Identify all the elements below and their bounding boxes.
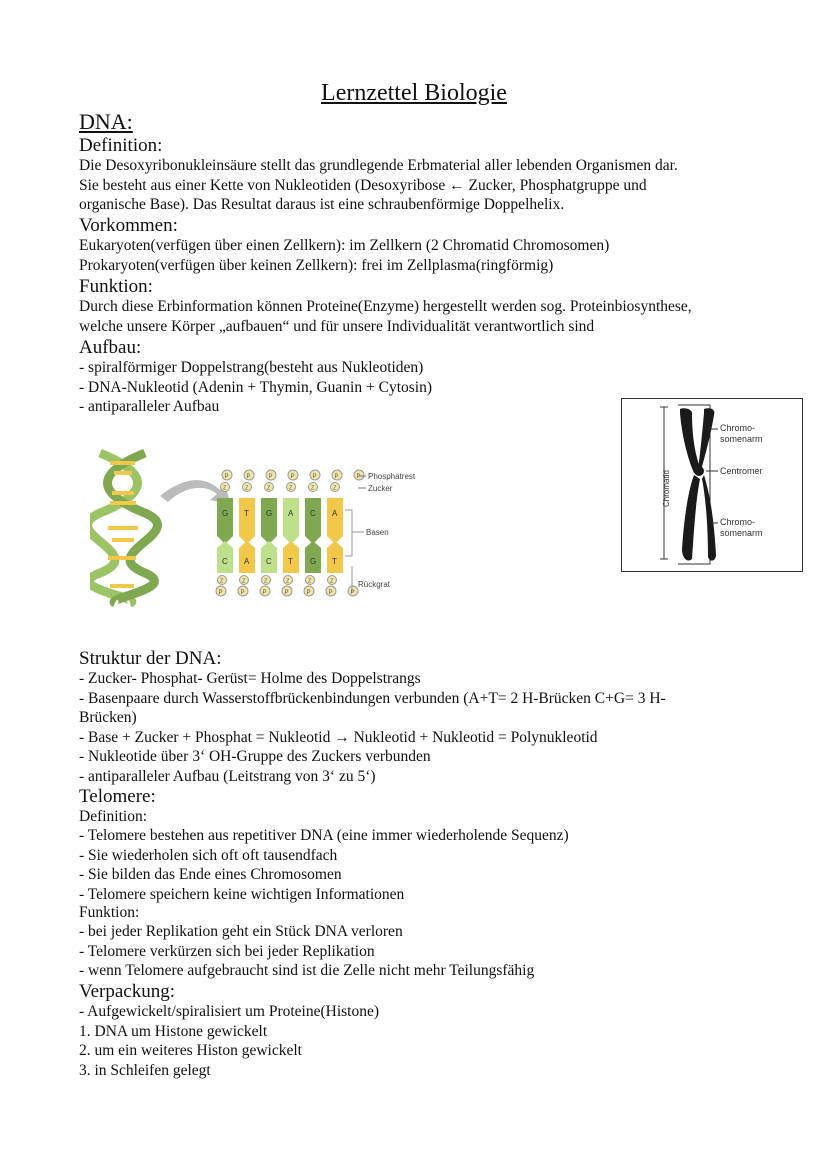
base-letter: T — [332, 557, 337, 566]
sugar-symbol: Z — [308, 578, 312, 585]
double-helix-image — [90, 453, 157, 603]
text-line: - Sie bilden das Ende eines Chromosomen — [79, 866, 342, 883]
dna-vorkommen-heading: Vorkommen: — [79, 215, 178, 236]
bases-row-bottom — [217, 541, 343, 585]
label-zucker: Zucker — [368, 484, 393, 493]
label-basen: Basen — [366, 528, 389, 537]
text-line: - Aufgewickelt/spiralisiert um Proteine(Histone) — [79, 1003, 380, 1020]
sugar-symbol: Z — [267, 485, 271, 492]
dna-heading: DNA: — [79, 109, 133, 134]
phosphate-symbol: P — [356, 474, 361, 480]
telomere-definition-text — [79, 826, 759, 904]
text-line: - Basenpaare durch Wasserstoffbrückenbindungen verbunden (A+T= 2 H-Brücken C+G= 3 H- — [79, 689, 666, 707]
base-letter: C — [222, 557, 228, 566]
text-line: - wenn Telomere aufgebraucht sind ist die Zelle nicht mehr Teilungsfähig — [79, 962, 535, 979]
sugar-symbol: Z — [311, 485, 315, 492]
label-chromatid: Chromatid — [662, 470, 671, 507]
phosphate-symbol: P — [328, 590, 333, 596]
label-arm-bottom-1: Chromo- — [720, 517, 756, 527]
base-block — [261, 498, 277, 544]
text-line: 2. um ein weiteres Histon gewickelt — [79, 1042, 302, 1059]
verpackung-text — [79, 1002, 759, 1080]
base-letter: T — [244, 509, 249, 518]
chromosome-figure — [621, 398, 803, 572]
dna-nucleotide-figure — [90, 448, 430, 608]
sugar-symbol: Z — [223, 485, 227, 492]
sugar-symbol: Z — [220, 578, 224, 585]
label-arm-top-2: somenarm — [720, 434, 763, 444]
phosphate-symbol: P — [312, 474, 317, 480]
struktur-text — [79, 669, 759, 786]
phosphate-symbol: P — [284, 590, 289, 596]
chromosome-diagram — [622, 399, 802, 571]
text-line: - DNA-Nukleotid (Adenin + Thymin, Guanin + Cytosin) — [79, 378, 432, 396]
telomere-definition-heading: Definition: — [79, 808, 148, 825]
phosphate-symbol: P — [290, 474, 295, 480]
label-rueckgrat: Rückgrat — [358, 580, 391, 589]
base-letter: C — [266, 557, 272, 566]
sugar-row-top — [221, 483, 340, 492]
phosphate-symbol: P — [334, 474, 339, 480]
dna-vorkommen-text — [79, 236, 759, 275]
phosphate-symbol: P — [224, 474, 229, 480]
section-dna — [79, 110, 759, 134]
phosphate-symbol: P — [218, 590, 223, 596]
text-line: - Base + Zucker + Phosphat = Nukleotid → Nukleotid + Nukleotid = Polynukleotid — [79, 728, 598, 746]
sugar-symbol: Z — [264, 578, 268, 585]
text-line: - bei jeder Replikation geht ein Stück DNA verloren — [79, 923, 403, 940]
dna-definition-text — [79, 156, 759, 215]
base-letter: A — [332, 509, 338, 518]
text-line: - Sie wiederholen sich oft oft tausendfach — [79, 846, 338, 864]
label-arm-top-1: Chromo- — [720, 423, 756, 433]
telomere-heading: Telomere: — [79, 786, 156, 807]
telomere-funktion-heading: Funktion: — [79, 904, 140, 921]
base-block — [217, 498, 233, 544]
base-block — [305, 498, 321, 544]
dna-definition-heading: Definition: — [79, 135, 163, 156]
dna-funktion-text — [79, 297, 759, 336]
phosphate-symbol: P — [240, 590, 245, 596]
base-letter: A — [244, 557, 250, 566]
text-line: - Telomere bestehen aus repetitiver DNA (eine immer wiederholende Sequenz) — [79, 827, 569, 844]
base-letter: G — [310, 557, 317, 566]
sugar-symbol: Z — [242, 578, 246, 585]
phosphate-symbol: P — [246, 474, 251, 480]
text-line: - antiparalleler Aufbau (Leitstrang von 3‘ zu 5‘) — [79, 767, 376, 785]
text-line: 1. DNA um Histone gewickelt — [79, 1022, 268, 1040]
text-line: 3. in Schleifen gelegt — [79, 1061, 211, 1079]
base-letter: G — [222, 509, 229, 518]
phosphate-row-top — [222, 470, 364, 480]
text-line: welche unsere Körper „aufbauen“ und für unsere Individualität verantwortlich sind — [79, 317, 595, 335]
text-line: organische Base). Das Resultat daraus ist eine schraubenförmige Doppelhelix. — [79, 196, 565, 213]
label-phosphatrest: Phosphatrest — [368, 472, 416, 481]
page-title: Lernzettel Biologie — [321, 80, 507, 106]
dna-funktion-heading: Funktion: — [79, 276, 153, 297]
base-block — [239, 498, 255, 544]
base-letter: G — [266, 509, 273, 518]
phosphate-row-bottom — [216, 586, 358, 596]
text-line: - spiralförmiger Doppelstrang(besteht aus Nukleotiden) — [79, 359, 424, 376]
text-line: Die Desoxyribonukleinsäure stellt das grundlegende Erbmaterial aller lebenden Organismen dar. — [79, 157, 678, 174]
dna-aufbau-heading: Aufbau: — [79, 337, 142, 358]
sugar-symbol: Z — [289, 485, 293, 492]
bases-row-top — [217, 498, 343, 544]
phosphate-symbol: P — [306, 590, 311, 596]
text-line: Eukaryoten(verfügen über einen Zellkern): im Zellkern (2 Chromatid Chromosomen) — [79, 237, 610, 254]
text-line: Brücken) — [79, 709, 137, 726]
struktur-heading: Struktur der DNA: — [79, 648, 222, 669]
chromosome-shape — [680, 408, 716, 560]
text-line: - antiparalleler Aufbau — [79, 398, 220, 415]
base-letter: C — [310, 509, 316, 518]
text-line: - Zucker- Phosphat- Gerüst= Holme des Doppelstrangs — [79, 670, 421, 687]
sugar-symbol: Z — [333, 485, 337, 492]
base-letter: T — [288, 557, 293, 566]
text-line: - Telomere verkürzen sich bei jeder Replikation — [79, 942, 375, 960]
sugar-symbol: Z — [286, 578, 290, 585]
text-line: Durch diese Erbinformation können Proteine(Enzyme) hergestellt werden sog. Proteinbiosynthese, — [79, 298, 692, 315]
label-arm-bottom-2: somenarm — [720, 528, 763, 538]
sugar-symbol: Z — [330, 578, 334, 585]
text-line: Prokaryoten(verfügen über keinen Zellkern): frei im Zellplasma(ringförmig) — [79, 256, 554, 274]
phosphate-symbol: P — [262, 590, 267, 596]
base-block — [327, 498, 343, 544]
text-line: Sie besteht aus einer Kette von Nukleotiden (Desoxyribose ← Zucker, Phosphatgruppe und — [79, 176, 647, 194]
base-letter: A — [288, 509, 294, 518]
sugar-symbol: Z — [245, 485, 249, 492]
verpackung-heading: Verpackung: — [79, 981, 176, 1002]
base-block — [283, 498, 299, 544]
text-line: - Telomere speichern keine wichtigen Informationen — [79, 885, 405, 903]
phosphate-symbol: P — [350, 590, 355, 596]
label-centromer: Centromer — [720, 466, 763, 476]
text-line: - Nukleotide über 3‘ OH-Gruppe des Zuckers verbunden — [79, 748, 431, 765]
telomere-funktion-text — [79, 922, 759, 981]
phosphate-symbol: P — [268, 474, 273, 480]
